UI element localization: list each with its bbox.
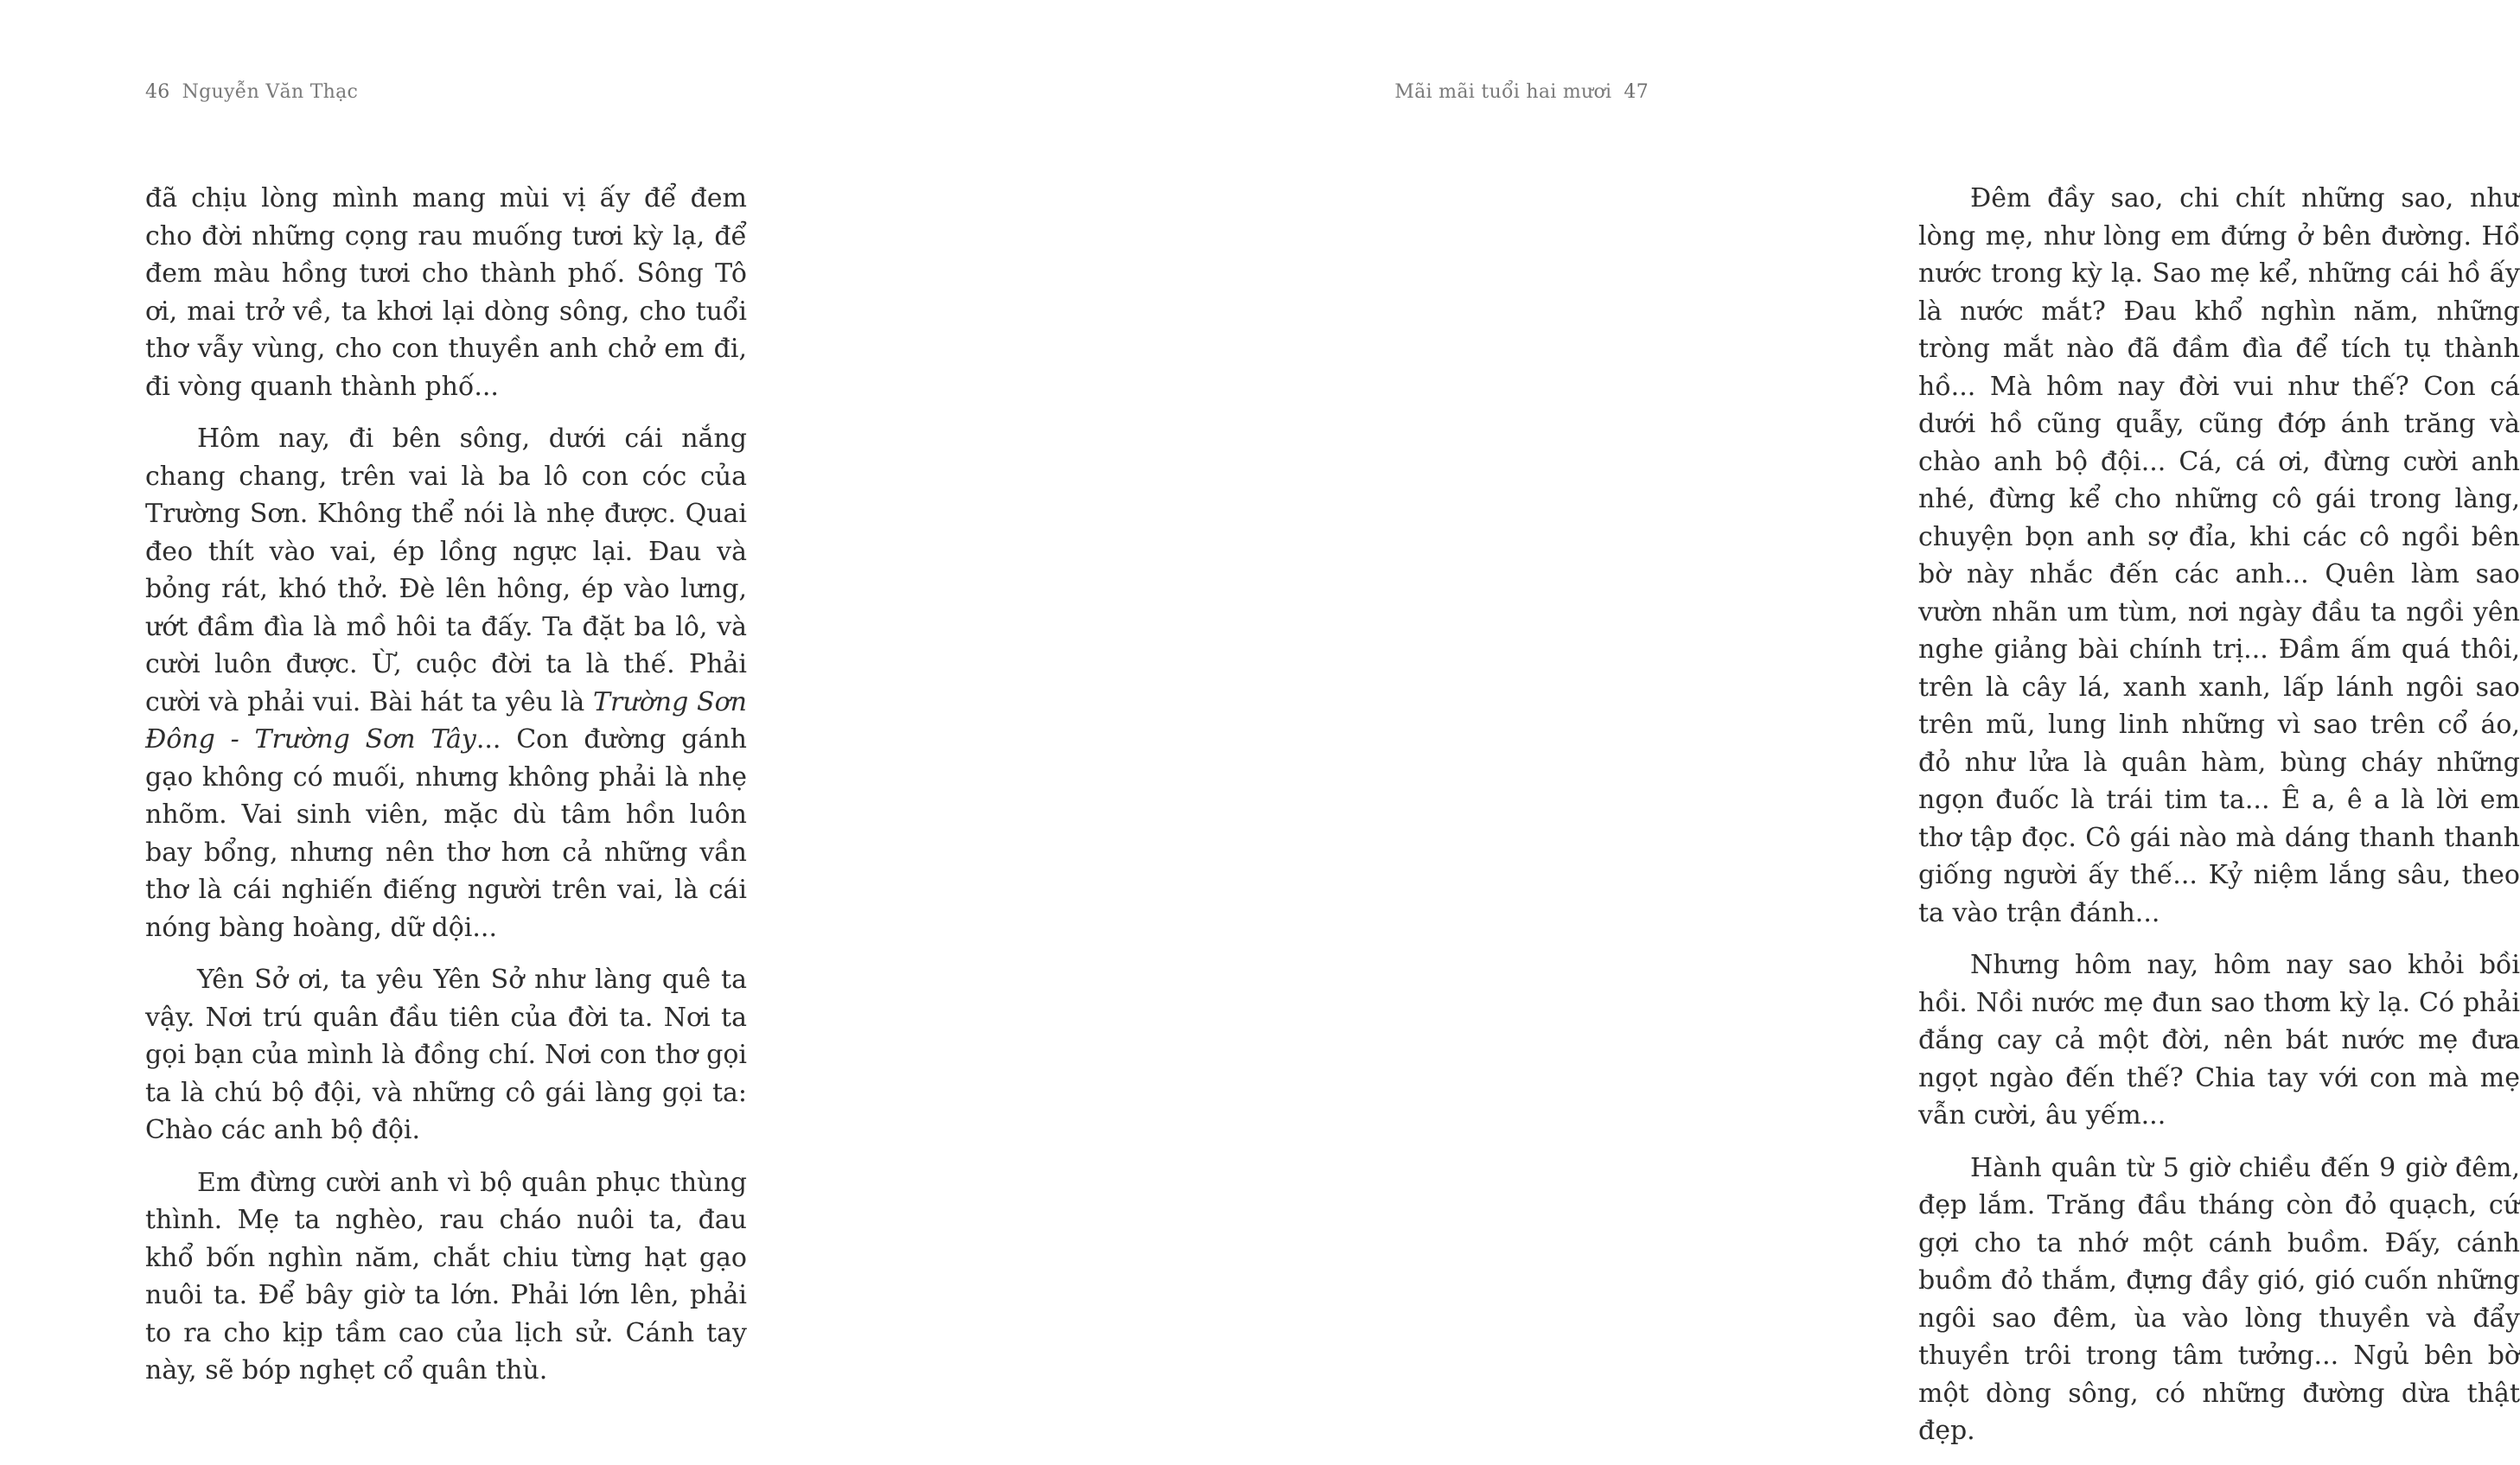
left-page-number: 46 [145, 81, 170, 103]
paragraph [145, 420, 747, 946]
book-title: Mãi mãi tuổi hai mươi [1394, 81, 1612, 103]
right-page [885, 0, 2520, 1446]
paragraph-text: Hôm nay, đi bên sông, dưới cái nắng chang chang, trên vai là ba lô con cóc của Trường Sơn. Không thể nói là nhẹ được. Quai đeo thít vào vai, ép lồng ngực lại. Đau và bỏng rát, khó thở. Đè lên hông, ép vào lưng, ướt đầm đìa là mồ hôi ta đấy. Ta đặt ba lô, và cười luôn được. Ừ, cuộc đời ta là thế. Phải cười và phải vui. Bài hát ta yêu là [145, 424, 747, 717]
left-page [0, 0, 885, 1385]
paragraph: Hành quân từ 5 giờ chiều đến 9 giờ đêm, đẹp lắm. Trăng đầu tháng còn đỏ quạch, cứ gợi cho ta nhớ một cánh buồm. Đấy, cánh buồm đỏ thắm, đựng đầy gió, gió cuốn những ngôi sao đêm, ùa vào lòng thuyền và đẩy thuyền trôi trong tâm tưởng... Ngủ bên bờ một dòng sông, có những đường dừa thật đẹp. [1918, 1152, 2520, 1446]
right-running-header [1394, 81, 1649, 103]
paragraph-text: ... Con đường gánh gạo không có muối, nhưng không phải là nhẹ nhõm. Vai sinh viên, mặc dù tâm hồn luôn bay bổng, nhưng nên thơ hơn cả những vần thơ là cái nghiến điếng người trên vai, là cái nóng bàng hoàng, dữ dội... [145, 724, 747, 943]
left-body-text [145, 180, 747, 1404]
right-body-text [1918, 180, 2520, 1465]
right-page-number: 47 [1624, 81, 1649, 103]
paragraph: Nhưng hôm nay, hôm nay sao khỏi bồi hồi. Nồi nước mẹ đun sao thơm kỳ lạ. Có phải đắng cay cả một đời, nên bát nước mẹ đưa ngọt ngào đến thế? Chia tay với con mà mẹ vẫn cười, âu yếm... [1918, 950, 2520, 1131]
paragraph: Yên Sở ơi, ta yêu Yên Sở như làng quê ta vậy. Nơi trú quân đầu tiên của đời ta. Nơi ta gọi bạn của mình là đồng chí. Nơi con thơ gọi ta là chú bộ đội, và những cô gái làng gọi ta: Chào các anh bộ đội. [145, 965, 747, 1145]
paragraph: đã chịu lòng mình mang mùi vị ấy để đem cho đời những cọng rau muống tươi kỳ lạ, để đem màu hồng tươi cho thành phố. Sông Tô ơi, mai trở về, ta khơi lại dòng sông, cho tuổi thơ vẫy vùng, cho con thuyền anh chở em đi, đi vòng quanh thành phố... [145, 183, 747, 402]
paragraph: Đêm đầy sao, chi chít những sao, như lòng mẹ, như lòng em đứng ở bên đường. Hồ nước trong kỳ lạ. Sao mẹ kể, những cái hồ ấy là nước mắt? Đau khổ nghìn năm, những tròng mắt nào đã đầm đìa để tích tụ thành hồ... Mà hôm nay đời vui như thế? Con cá dưới hồ cũng quẫy, cũng đớp ánh trăng và chào anh bộ đội... Cá, cá ơi, đừng cười anh nhé, đừng kể cho những cô gái trong làng, chuyện bọn anh sợ đỉa, khi các cô ngồi bên bờ này nhắc đến các anh... Quên làm sao vườn nhãn um tùm, nơi ngày đầu ta ngồi yên nghe giảng bài chính trị... Đầm ấm quá thôi, trên là cây lá, xanh xanh, lấp lánh ngôi sao trên mũ, lung linh những vì sao trên cổ áo, đỏ như lửa là quân hàm, bùng cháy những ngọn đuốc là trái tim ta... Ê a, ê a là lời em thơ tập đọc. Cô gái nào mà dáng thanh thanh giống người ấy thế... Kỷ niệm lắng sâu, theo ta vào trận đánh... [1918, 183, 2520, 928]
song-title: Trường Sơn Đông - Trường Sơn Tây [145, 686, 747, 755]
paragraph: Em đừng cười anh vì bộ quân phục thùng thình. Mẹ ta nghèo, rau cháo nuôi ta, đau khổ bốn nghìn năm, chắt chiu từng hạt gạo nuôi ta. Để bây giờ ta lớn. Phải lớn lên, phải to ra cho kịp tầm cao của lịch sử. Cánh tay này, sẽ bóp nghẹt cổ quân thù. [145, 1167, 747, 1385]
left-running-header [145, 81, 358, 103]
author-name: Nguyễn Văn Thạc [182, 81, 359, 103]
